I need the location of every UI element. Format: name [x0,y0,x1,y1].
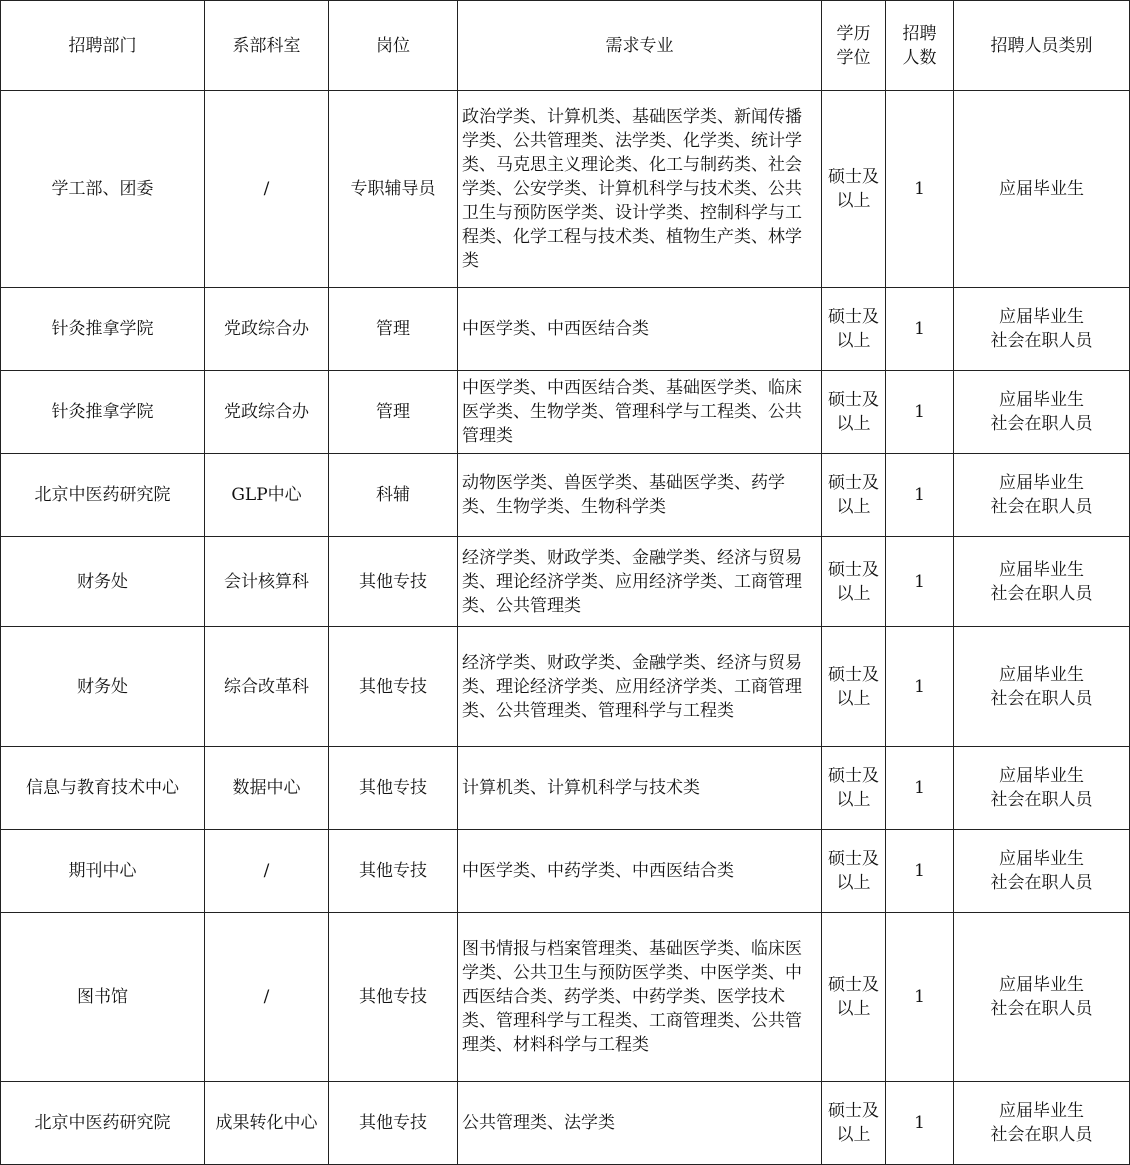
cell-type [954,627,1130,747]
cell-type-line1: 应届毕业生 [999,307,1084,327]
cell-degree-line2: 以上 [836,583,871,604]
cell-post: 其他专技 [329,747,458,830]
cell-degree-line1: 硕士及 [828,390,879,410]
cell-dept: 北京中医药研究院 [1,454,205,537]
cell-count: 1 [886,830,954,913]
header-degree-line1: 学历 [836,23,871,44]
cell-type-line2: 社会在职人员 [990,583,1093,604]
cell-type [954,371,1130,454]
cell-type-line1: 应届毕业生 [999,473,1084,493]
cell-major: 经济学类、财政学类、金融学类、经济与贸易类、理论经济学类、应用经济学类、工商管理类、公共管理类 [458,537,822,627]
cell-count: 1 [886,537,954,627]
cell-major: 图书情报与档案管理类、基础医学类、临床医学类、公共卫生与预防医学类、中医学类、中西医结合类、药学类、中药学类、医学技术类、管理科学与工程类、工商管理类、公共管理类、材料科学与工程类 [458,913,822,1082]
cell-major: 计算机类、计算机科学与技术类 [458,747,822,830]
header-office: 系部科室 [205,1,329,91]
header-degree [822,1,886,91]
cell-type-line1: 应届毕业生 [999,664,1084,685]
cell-degree-line2: 以上 [836,331,871,351]
header-type: 招聘人员类别 [954,1,1130,91]
cell-type-line1: 应届毕业生 [999,849,1084,869]
cell-degree-line1: 硕士及 [828,307,879,327]
cell-count: 1 [886,371,954,454]
cell-degree-line2: 以上 [836,191,871,211]
cell-office: / [205,913,329,1082]
cell-office: 会计核算科 [205,537,329,627]
cell-degree-line1: 硕士及 [828,975,879,995]
cell-post: 其他专技 [329,537,458,627]
cell-post: 其他专技 [329,1082,458,1165]
cell-post: 管理 [329,371,458,454]
cell-degree-line1: 硕士及 [828,849,879,869]
cell-type-line2: 社会在职人员 [990,1125,1093,1145]
table-row [1,454,1130,537]
header-post: 岗位 [329,1,458,91]
cell-major: 中医学类、中西医结合类 [458,288,822,371]
cell-type-line1: 应届毕业生 [999,1101,1084,1121]
cell-degree-line1: 硕士及 [828,167,879,187]
cell-degree-line2: 以上 [836,790,871,810]
cell-type-line1: 应届毕业生 [999,975,1084,995]
cell-degree-line1: 硕士及 [828,1101,879,1121]
cell-type-line2: 社会在职人员 [990,688,1093,709]
cell-dept: 北京中医药研究院 [1,1082,205,1165]
cell-degree [822,288,886,371]
cell-dept: 期刊中心 [1,830,205,913]
cell-count: 1 [886,454,954,537]
cell-dept: 针灸推拿学院 [1,371,205,454]
header-dept: 招聘部门 [1,1,205,91]
cell-degree-line2: 以上 [836,1125,871,1145]
cell-office: 数据中心 [205,747,329,830]
cell-post: 专职辅导员 [329,91,458,288]
cell-type-line1: 应届毕业生 [999,390,1084,410]
cell-degree-line1: 硕士及 [828,766,879,786]
table-row [1,830,1130,913]
cell-degree [822,91,886,288]
cell-degree [822,830,886,913]
cell-type-line1: 应届毕业生 [999,559,1084,580]
cell-degree-line1: 硕士及 [828,473,879,493]
cell-type-line1: 应届毕业生 [999,766,1084,786]
cell-post: 科辅 [329,454,458,537]
cell-type-line2: 社会在职人员 [990,873,1093,893]
cell-type [954,1082,1130,1165]
table-row [1,913,1130,1082]
cell-type-line2: 社会在职人员 [990,331,1093,351]
cell-count: 1 [886,913,954,1082]
cell-office: GLP中心 [205,454,329,537]
cell-post: 管理 [329,288,458,371]
header-degree-line2: 学位 [836,47,871,68]
cell-degree [822,1082,886,1165]
cell-major: 政治学类、计算机类、基础医学类、新闻传播学类、公共管理类、法学类、化学类、统计学类、马克思主义理论类、化工与制药类、社会学类、公安学类、计算机科学与技术类、公共卫生与预防医学类、设计学类、控制科学与工程类、化学工程与技术类、植物生产类、林学类 [458,91,822,288]
table-row [1,371,1130,454]
cell-major: 经济学类、财政学类、金融学类、经济与贸易类、理论经济学类、应用经济学类、工商管理类、公共管理类、管理科学与工程类 [458,627,822,747]
cell-degree [822,627,886,747]
table-body [1,91,1130,1165]
cell-degree [822,747,886,830]
cell-degree-line2: 以上 [836,873,871,893]
cell-dept: 图书馆 [1,913,205,1082]
cell-office: / [205,830,329,913]
cell-degree [822,537,886,627]
cell-post: 其他专技 [329,913,458,1082]
header-major: 需求专业 [458,1,822,91]
cell-type [954,454,1130,537]
cell-dept: 财务处 [1,537,205,627]
cell-degree [822,454,886,537]
cell-degree-line2: 以上 [836,688,871,709]
cell-count: 1 [886,91,954,288]
cell-type [954,537,1130,627]
cell-dept: 信息与教育技术中心 [1,747,205,830]
cell-degree-line2: 以上 [836,414,871,434]
cell-degree-line2: 以上 [836,999,871,1019]
cell-type-line2: 社会在职人员 [990,790,1093,810]
cell-major: 中医学类、中西医结合类、基础医学类、临床医学类、生物学类、管理科学与工程类、公共管理类 [458,371,822,454]
cell-degree [822,371,886,454]
cell-type-line1: 应届毕业生 [999,179,1084,199]
cell-degree [822,913,886,1082]
cell-office: 党政综合办 [205,371,329,454]
cell-type-line2: 社会在职人员 [990,999,1093,1019]
cell-degree-line1: 硕士及 [828,559,879,580]
cell-count: 1 [886,747,954,830]
cell-major: 中医学类、中药学类、中西医结合类 [458,830,822,913]
cell-type-line2: 社会在职人员 [990,497,1093,517]
header-row [1,1,1130,91]
cell-type [954,913,1130,1082]
cell-dept: 财务处 [1,627,205,747]
table-row [1,627,1130,747]
cell-type [954,747,1130,830]
cell-post: 其他专技 [329,627,458,747]
cell-degree-line1: 硕士及 [828,664,879,685]
cell-office: / [205,91,329,288]
cell-office: 成果转化中心 [205,1082,329,1165]
table-row [1,537,1130,627]
table-header [1,1,1130,91]
cell-type-line2: 社会在职人员 [990,414,1093,434]
cell-count: 1 [886,288,954,371]
header-count-line1: 招聘 [902,23,937,44]
cell-dept: 学工部、团委 [1,91,205,288]
cell-degree-line2: 以上 [836,497,871,517]
cell-type [954,91,1130,288]
cell-major: 动物医学类、兽医学类、基础医学类、药学类、生物学类、生物科学类 [458,454,822,537]
header-count [886,1,954,91]
cell-office: 党政综合办 [205,288,329,371]
cell-post: 其他专技 [329,830,458,913]
table-row [1,91,1130,288]
cell-type [954,288,1130,371]
cell-office: 综合改革科 [205,627,329,747]
header-count-line2: 人数 [902,47,937,68]
cell-type [954,830,1130,913]
table-row [1,288,1130,371]
cell-count: 1 [886,1082,954,1165]
cell-major: 公共管理类、法学类 [458,1082,822,1165]
table-row [1,747,1130,830]
cell-dept: 针灸推拿学院 [1,288,205,371]
table-row [1,1082,1130,1165]
cell-count: 1 [886,627,954,747]
